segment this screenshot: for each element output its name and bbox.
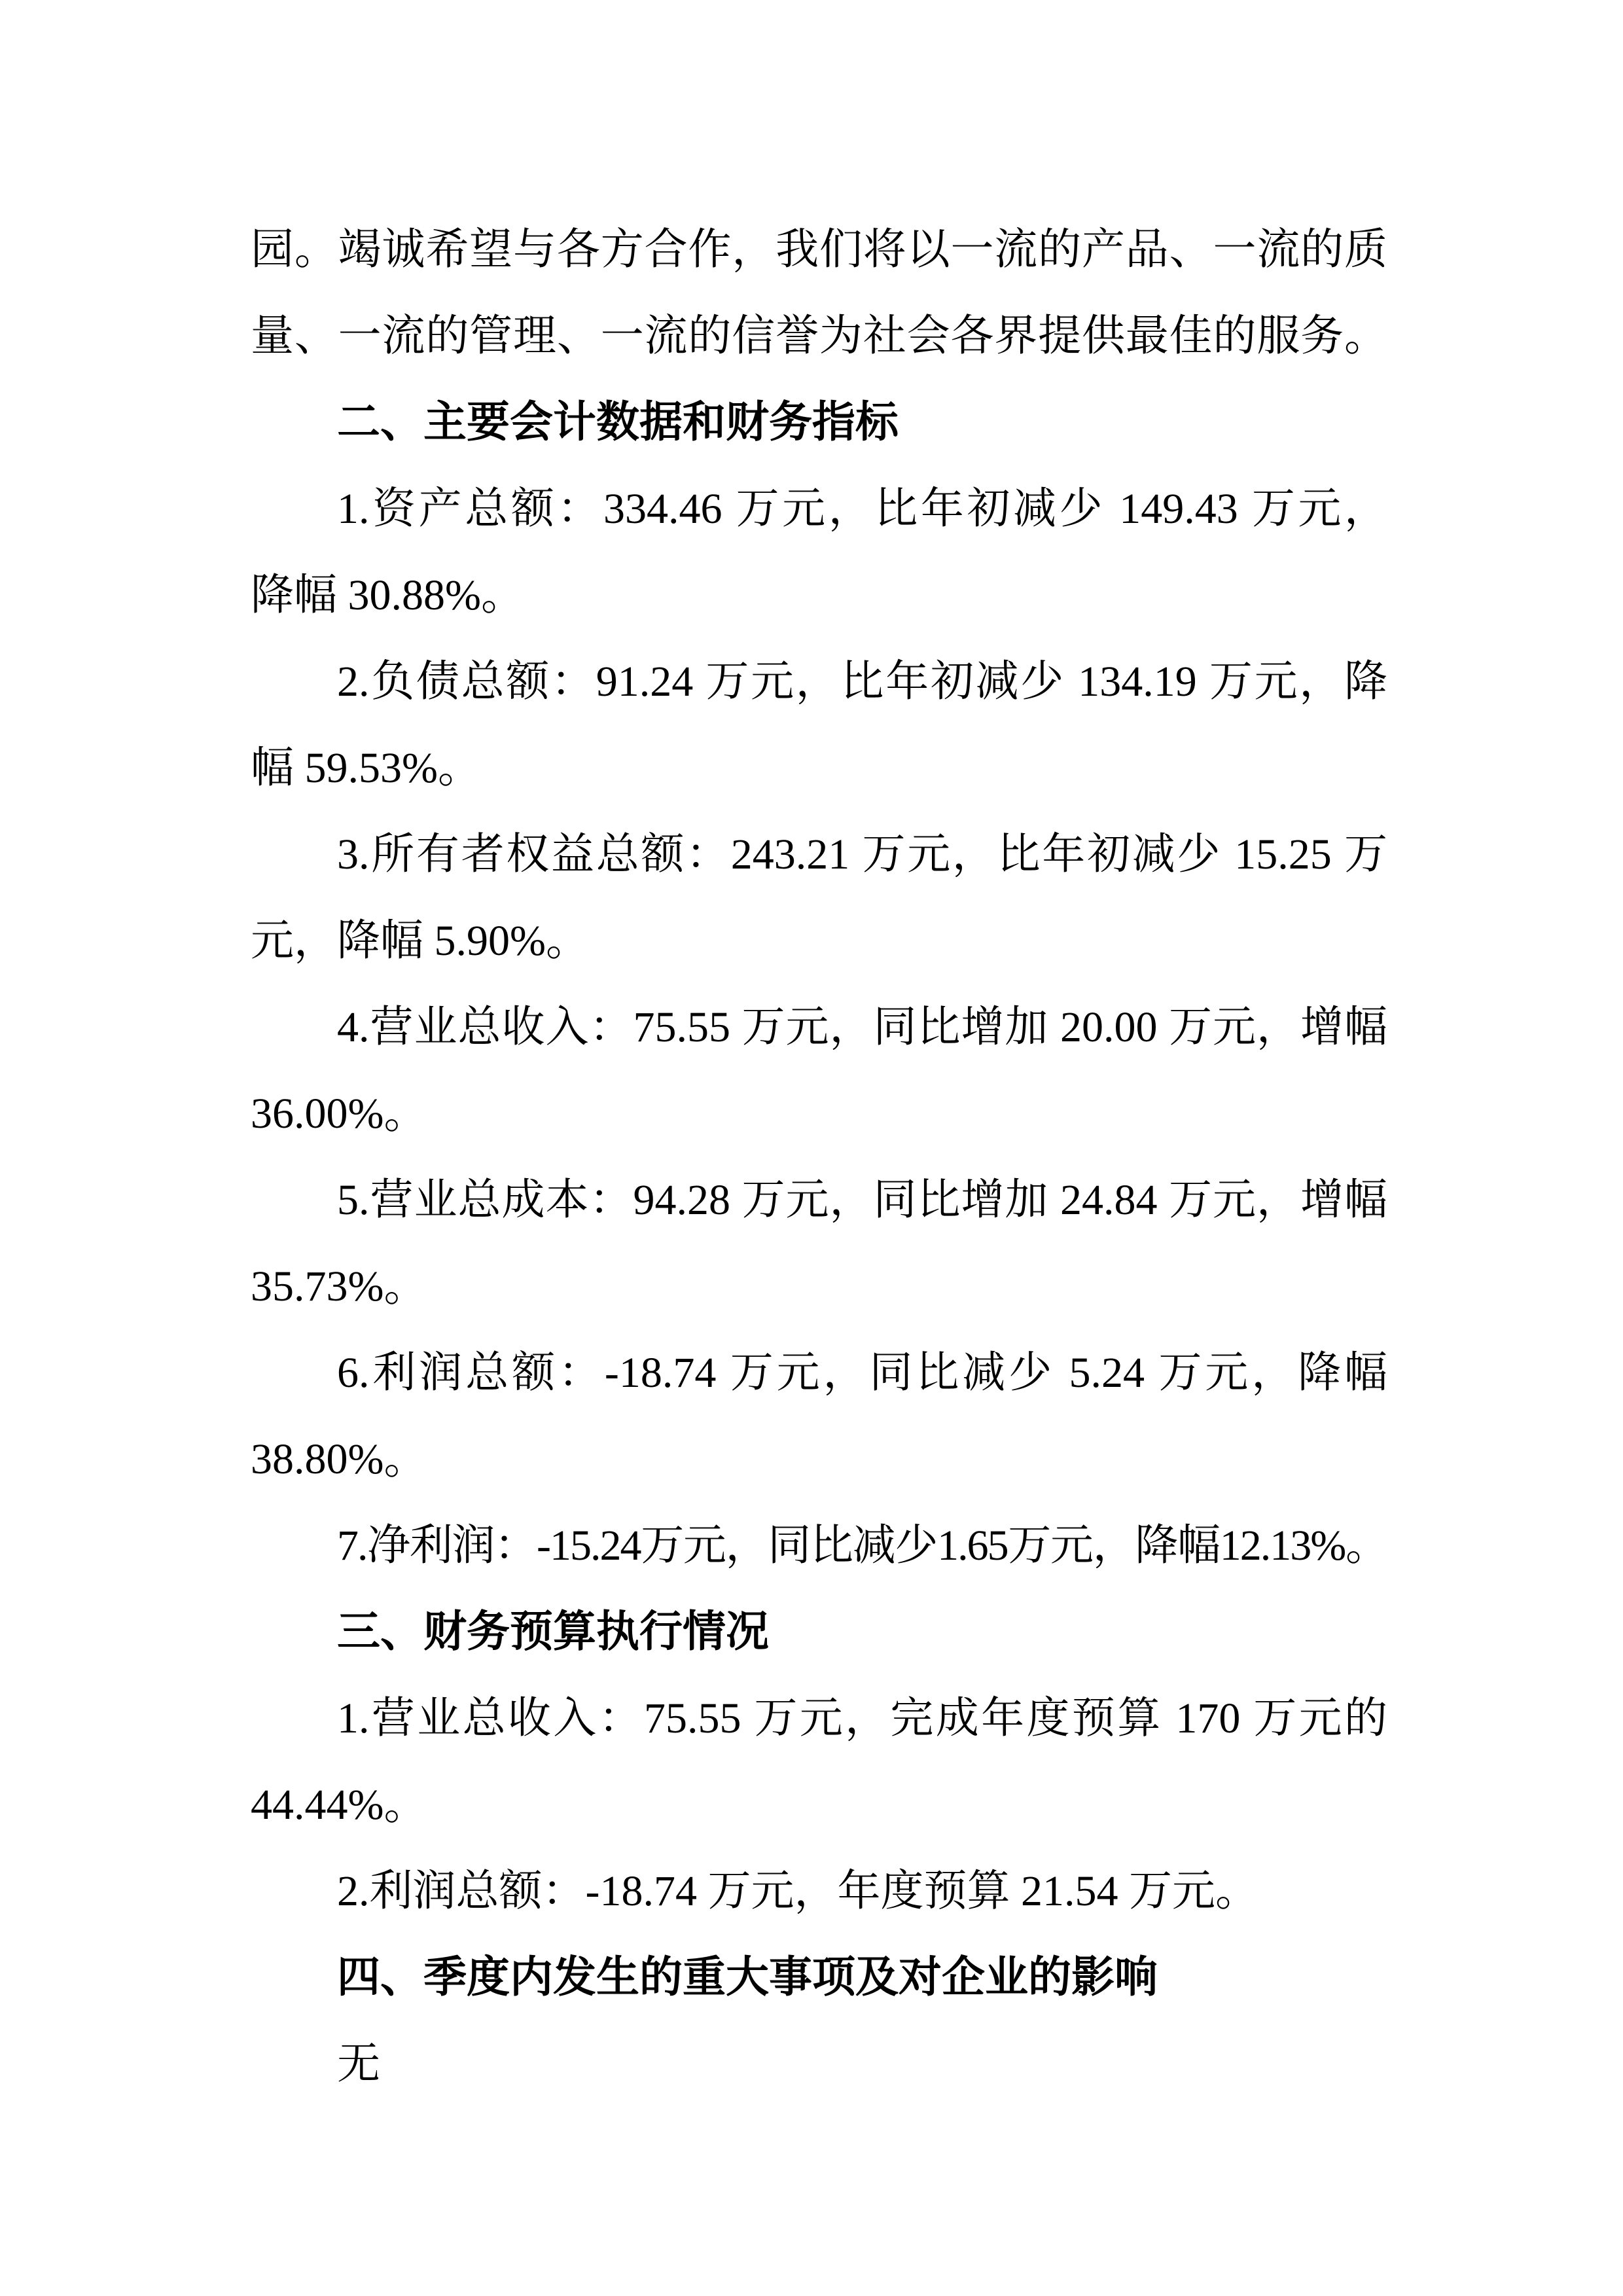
item-operating-revenue-line-2: 36.00%。 xyxy=(251,1090,427,1138)
section-4-heading: 四、季度内发生的重大事项及对企业的影响 xyxy=(337,1954,1158,2001)
item-liability-total-line-2: 幅 59.53%。 xyxy=(251,744,481,792)
paragraph-last-line: 量、一流的管理、一流的信誉为社会各界提供最佳的服务。 xyxy=(251,312,1387,360)
item-net-profit-line: 7.净利润：-15.24万元，同比减少1.65万元，降幅12.13%。 xyxy=(337,1522,1387,1570)
section-2-heading: 二、主要会计数据和财务指标 xyxy=(337,399,899,446)
paragraph-continuation-line: 园。竭诚希望与各方合作，我们将以一流的产品、一流的质 xyxy=(251,226,1387,274)
item-total-profit-line-2: 38.80%。 xyxy=(251,1435,427,1483)
item-total-profit-line-1: 6.利润总额：-18.74 万元，同比减少 5.24 万元，降幅 xyxy=(337,1349,1387,1397)
item-asset-total-line-2: 降幅 30.88%。 xyxy=(251,571,524,619)
item-operating-cost-line-2: 35.73%。 xyxy=(251,1263,427,1310)
item-asset-total-line-1: 1.资产总额：334.46 万元，比年初减少 149.43 万元， xyxy=(337,485,1387,533)
item-owners-equity-line-1: 3.所有者权益总额：243.21 万元，比年初减少 15.25 万 xyxy=(337,831,1387,878)
section-3-heading: 三、财务预算执行情况 xyxy=(337,1608,769,1656)
budget-revenue-line-2: 44.44%。 xyxy=(251,1781,427,1829)
budget-profit-line: 2.利润总额：-18.74 万元，年度预算 21.54 万元。 xyxy=(337,1867,1258,1915)
item-operating-cost-line-1: 5.营业总成本：94.28 万元，同比增加 24.84 万元，增幅 xyxy=(337,1176,1387,1224)
item-owners-equity-line-2: 元，降幅 5.90%。 xyxy=(251,917,589,965)
document-content xyxy=(251,207,1387,2108)
major-events-none-line: 无 xyxy=(337,2040,380,2088)
budget-revenue-line-1: 1.营业总收入：75.55 万元，完成年度预算 170 万元的 xyxy=(337,1695,1387,1742)
item-operating-revenue-line-1: 4.营业总收入：75.55 万元，同比增加 20.00 万元，增幅 xyxy=(337,1003,1387,1051)
item-liability-total-line-1: 2.负债总额：91.24 万元，比年初减少 134.19 万元，降 xyxy=(337,658,1387,706)
